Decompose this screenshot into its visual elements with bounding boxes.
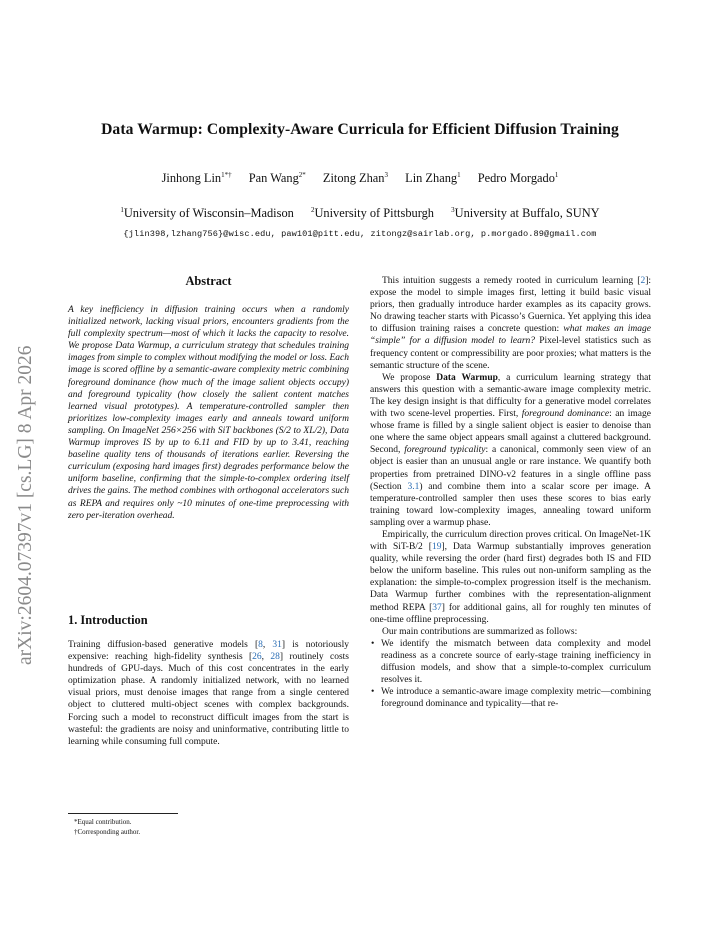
- paper-title: Data Warmup: Complexity-Aware Curricula for Efficient Diffusion Training: [101, 121, 619, 138]
- citation-link[interactable]: 31: [272, 640, 282, 650]
- abstract-text: A key inefficiency in diffusion training occurs when a randomly initialized network, lacking visual priors, encounters gradients from the full complexity spectrum—most of which it lacks the capacity to resolve. We propose Data Warmup, a curriculum strategy that schedules training images from simple to complex without modifying the model or loss. Each image is scored offline by a semantic-aware complexity metric combining foreground dominance (how much of the image salient objects occupy) and foreground typicality (how closely the salient content matches learned visual prototypes). A temperature-controlled sampler then prioritizes low-complexity images early and anneals toward uniform sampling. On ImageNet 256×256 with SiT backbones (S/2 to XL/2), Data Warmup improves IS by up to 6.11 and FID by up to 3.41, reaching baseline quality tens of thousands of iterations earlier. Reversing the curriculum (exposing hard images first) degrades performance below the uniform baseline, confirming that the simple-to-complex ordering itself drives the gains. The method combines with orthogonal accelerators such as REPA and requires only ~10 minutes of one-time preprocessing with zero per-iteration overhead.: [68, 305, 349, 521]
- paragraph: We propose Data Warmup, a curriculum learning strategy that answers this question with a semantic-aware image complexity metric. The key design insight is that difficulty for a generative model correlates with two scene-level properties. First, foreground dominance: an image whose frame is filled by a single salient object is easier to denoise than one where the same object appears small against a cluttered background. Second, foreground typicality: a canonical, commonly seen view of an object is easier than an unusual angle or rare instance. We quantify both properties from pretrained DINO-v2 features in a single offline pass (Section 3.1) and combine them into a scalar score per image. A temperature-controlled sampler then uses these scores to bias early training toward low-complexity images, annealing toward uniform sampling over a warmup phase.: [370, 372, 651, 528]
- citation-link[interactable]: 37: [432, 602, 442, 613]
- citation-link[interactable]: 2: [640, 276, 646, 286]
- author: Zitong Zhan$^3$: [322, 171, 389, 186]
- author-list: [0, 171, 720, 186]
- footnote-equal-contribution: *Equal contribution.: [74, 818, 132, 826]
- author: Lin Zhang$^1$: [405, 171, 461, 186]
- affiliation-list: [0, 206, 720, 221]
- paragraph: This intuition suggests a remedy rooted in curriculum learning [2]: expose the model to simple images first, letting it build basic visual priors, then gradually introduce harder examples as its capacity grows. No drawing teacher starts with Picasso’s Guernica. Yet applying this idea to diffusion training raises a concrete question: what makes an image “simple” for a diffusion model to learn? Pixel-level statistics such as frequency content or compressibility are poor proxies; what matters is the semantic structure of the scene.: [370, 276, 652, 371]
- section-ref-link[interactable]: 3.1: [407, 481, 420, 492]
- list-item: • We identify the mismatch between data complexity and model readiness as a concrete source of early-stage training inefficiency in diffusion models, and show that a simple-to-complex curriculum resolves it.: [371, 638, 651, 686]
- right-column: [370, 275, 651, 710]
- author-emails: {jlin398,lzhang756}@wisc.edu, paw101@pitt.edu, zitongz@sairlab.org, p.morgado.89@gmail.com: [123, 229, 597, 239]
- citation-link[interactable]: 28: [270, 652, 280, 663]
- affiliation: $^3$University at Buffalo, SUNY: [451, 206, 600, 221]
- abstract-heading: Abstract: [185, 274, 232, 288]
- paragraph: Empirically, the curriculum direction proves critical. On ImageNet-1K with SiT-B/2 [19], Data Warmup substantially improves generation quality, while reversing the order (hard first) degrades both IS and FID below the uniform baseline. This rules out non-uniform sampling as the explanation: the simple-to-complex progression itself is the mechanism. Data Warmup further combines with the representation-alignment method REPA [37] for additional gains, all for roughly ten minutes of one-time offline preprocessing.: [370, 529, 652, 625]
- intro-paragraph: Training diffusion-based generative models [8, 31] is notoriously expensive: reaching high-fidelity synthesis [26, 28] routinely costs hundreds of GPU-days. Much of this cost concentrates in the early optimization phase. A randomly initialized network, with no learned visual priors, must denoise images that range from a single centered object to cluttered multi-object scenes with complex backgrounds. Forcing such a model to reconstruct difficult images from the start is wasteful: the gradients are noisy and uninformative, contributing little to learning while consuming full compute.: [68, 640, 350, 747]
- citation-link[interactable]: 26: [252, 652, 262, 663]
- author: Jinhong Lin$^{1*\dagger}$: [161, 171, 232, 186]
- section-heading-introduction: 1. Introduction: [68, 613, 148, 627]
- author: Pan Wang$^{2*}$: [248, 171, 306, 186]
- footnotes: [68, 818, 349, 837]
- arxiv-sidebar-stamp: arXiv:2604.07397v1 [cs.LG] 8 Apr 2026: [15, 345, 36, 665]
- citation-link[interactable]: 8: [258, 640, 263, 650]
- paragraph: Our main contributions are summarized as follows:: [382, 626, 578, 637]
- bullet-icon: •: [371, 687, 375, 698]
- footnote-rule: [68, 813, 178, 814]
- list-item: • We introduce a semantic-aware image complexity metric—combining foreground dominance and typicality—that re-: [371, 687, 651, 710]
- footnote-corresponding-author: †Corresponding author.: [74, 827, 141, 836]
- author: Pedro Morgado$^1$: [477, 171, 559, 186]
- contribution-list: [370, 638, 651, 711]
- affiliation: $^2$University of Pittsburgh: [310, 206, 435, 221]
- citation-link[interactable]: 19: [431, 542, 442, 553]
- affiliation: $^1$University of Wisconsin–Madison: [120, 206, 294, 221]
- bullet-icon: •: [371, 638, 375, 649]
